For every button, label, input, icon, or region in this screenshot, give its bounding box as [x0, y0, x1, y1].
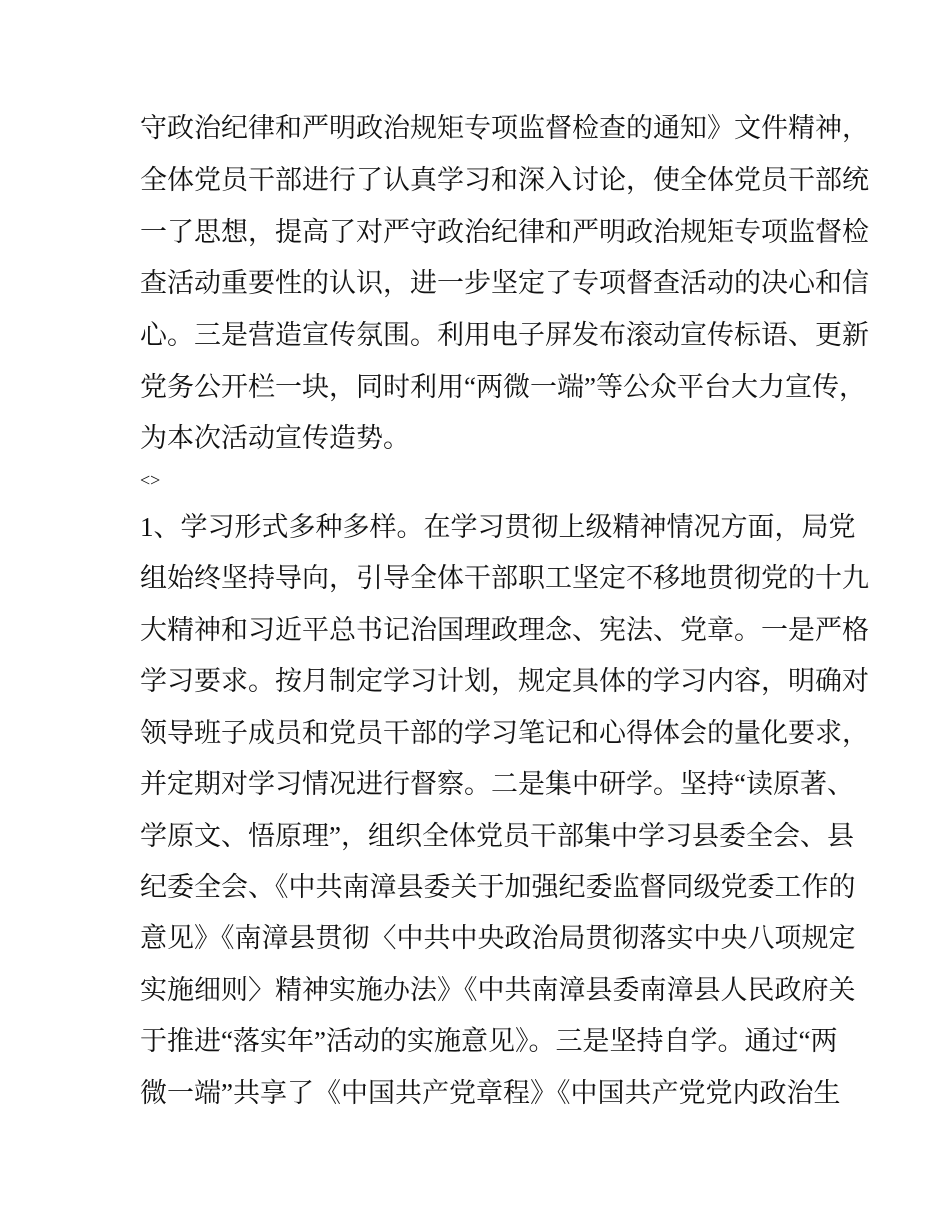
- text-line: 纪委全会、《中共南漳县委关于加强纪委监督同级党委工作的: [140, 872, 856, 902]
- text-line: 一了思想，提高了对严守政治纪律和严明政治规矩专项监督检: [140, 217, 869, 247]
- separator-text: <>: [140, 470, 161, 490]
- text-line: 党务公开栏一块，同时利用“两微一端”等公众平台大力宣传，: [140, 372, 866, 402]
- text-line: 实施细则〉精神实施办法》《中共南漳县委南漳县人民政府关: [140, 975, 856, 1005]
- text-line: 意见》《南漳县贯彻〈中共中央政治局贯彻落实中央八项规定: [140, 923, 856, 953]
- text-line: 1、学习形式多种多样。在学习贯彻上级精神情况方面，局党: [140, 512, 856, 542]
- text-line: 并定期对学习情况进行督察。二是集中研学。坚持“读原著、: [140, 769, 854, 799]
- text-line: 组始终坚持导向，引导全体干部职工坚定不移地贯彻党的十九: [140, 563, 869, 593]
- text-line: 查活动重要性的认识，进一步坚定了专项督查活动的决心和信: [140, 268, 869, 298]
- text-line: 大精神和习近平总书记治国理政理念、宪法、党章。一是严格: [140, 615, 869, 645]
- text-line: 领导班子成员和党员干部的学习笔记和心得体会的量化要求，: [140, 718, 869, 748]
- text-line: 全体党员干部进行了认真学习和深入讨论，使全体党员干部统: [140, 165, 869, 195]
- text-line: 守政治纪律和严明政治规矩专项监督检查的通知》文件精神，: [140, 113, 869, 143]
- text-line: 为本次活动宣传造势。: [140, 423, 410, 453]
- text-line: 学原文、悟原理”，组织全体党员干部集中学习县委全会、县: [140, 821, 854, 851]
- text-line: 心。三是营造宣传氛围。利用电子屏发布滚动宣传标语、更新: [140, 320, 869, 350]
- text-line: 于推进“落实年”活动的实施意见》。三是坚持自学。通过“两: [140, 1026, 838, 1056]
- text-line: 微一端”共享了《中国共产党章程》《中国共产党党内政治生: [140, 1078, 841, 1108]
- text-line: 学习要求。按月制定学习计划，规定具体的学习内容，明确对: [140, 666, 869, 696]
